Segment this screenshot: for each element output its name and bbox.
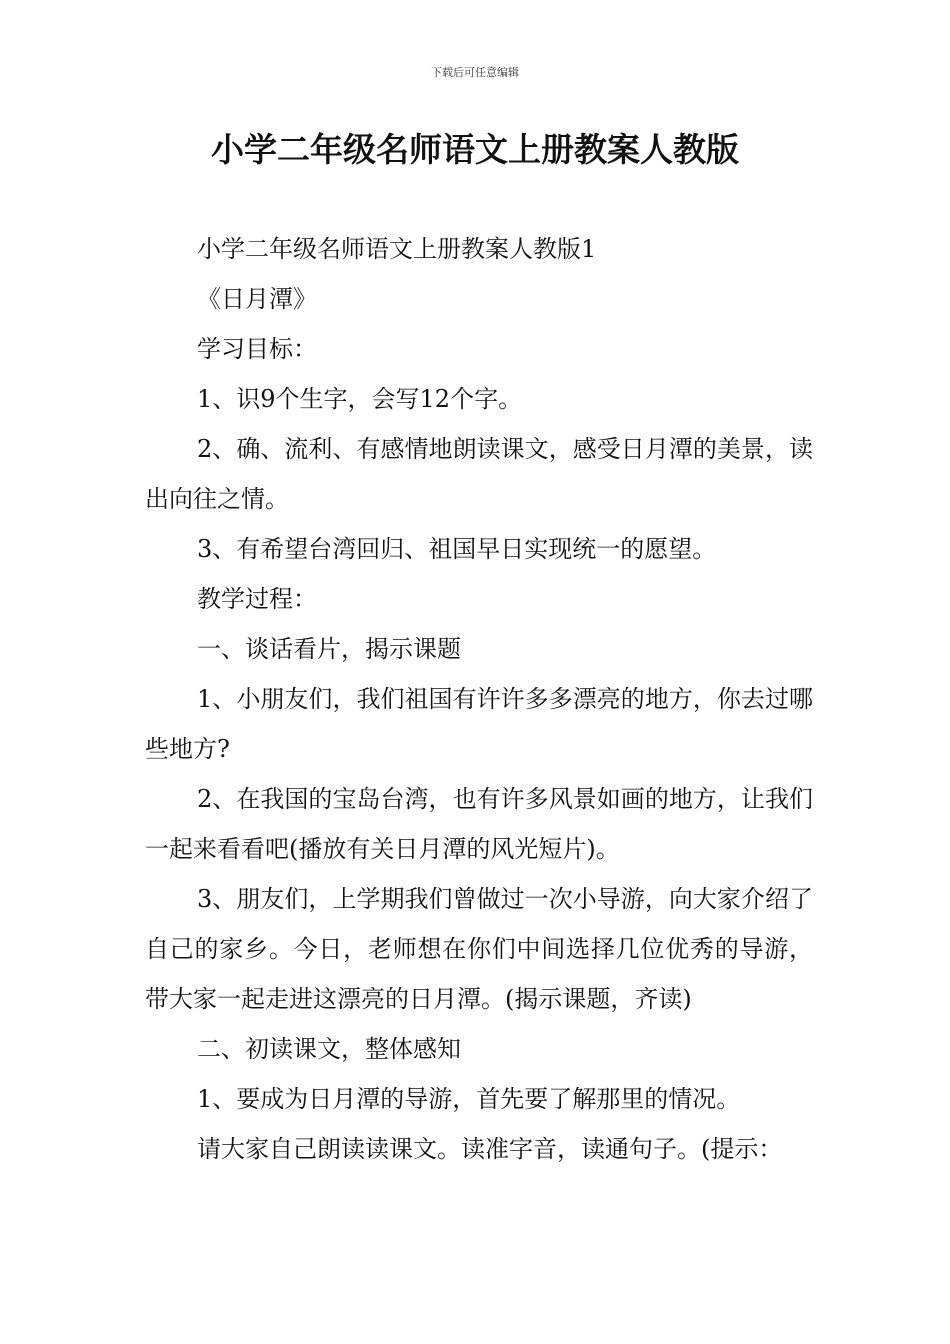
paragraph-section-2-item-1-cont: 请大家自己朗读读课文。读准字音，读通句子。(提示：: [197, 1135, 783, 1163]
paragraph-lesson-title: 《日月潭》: [197, 285, 317, 313]
document-title: 小学二年级名师语文上册教案人教版: [211, 130, 739, 169]
paragraph-section-1-heading: 一、谈话看片，揭示课题: [197, 635, 461, 663]
paragraph-objective-1: 1、识9个生字，会写12个字。: [197, 385, 523, 413]
paragraph-section-2-heading: 二、初读课文，整体感知: [197, 1035, 461, 1063]
paragraph-section-1-item-3: 3、朋友们，上学期我们曾做过一次小导游，向大家介绍了自己的家乡。今日，老师想在你们中间选择几位优秀的导游，带大家一起走进这漂亮的日月潭。(揭示课题，齐读): [145, 885, 813, 1013]
paragraph-objective-3: 3、有希望台湾回归、祖国早日实现统一的愿望。: [197, 535, 717, 563]
paragraph-section-1-item-1: 1、小朋友们，我们祖国有许许多多漂亮的地方，你去过哪些地方?: [145, 685, 813, 763]
document-body: [145, 224, 813, 1174]
paragraph-section-2-item-1: 1、要成为日月潭的导游，首先要了解那里的情况。: [197, 1085, 741, 1113]
paragraph-objective-2: 2、确、流利、有感情地朗读课文，感受日月潭的美景，读出向往之情。: [145, 435, 813, 513]
paragraph-process-heading: 教学过程：: [197, 585, 317, 613]
paragraph-objectives-heading: 学习目标：: [197, 335, 317, 363]
paragraph-subtitle: 小学二年级名师语文上册教案人教版1: [197, 235, 597, 263]
paragraph-section-1-item-2: 2、在我国的宝岛台湾，也有许多风景如画的地方，让我们一起来看看吧(播放有关日月潭的风光短片)。: [145, 785, 813, 863]
header-note: 下载后可任意编辑: [431, 66, 519, 79]
